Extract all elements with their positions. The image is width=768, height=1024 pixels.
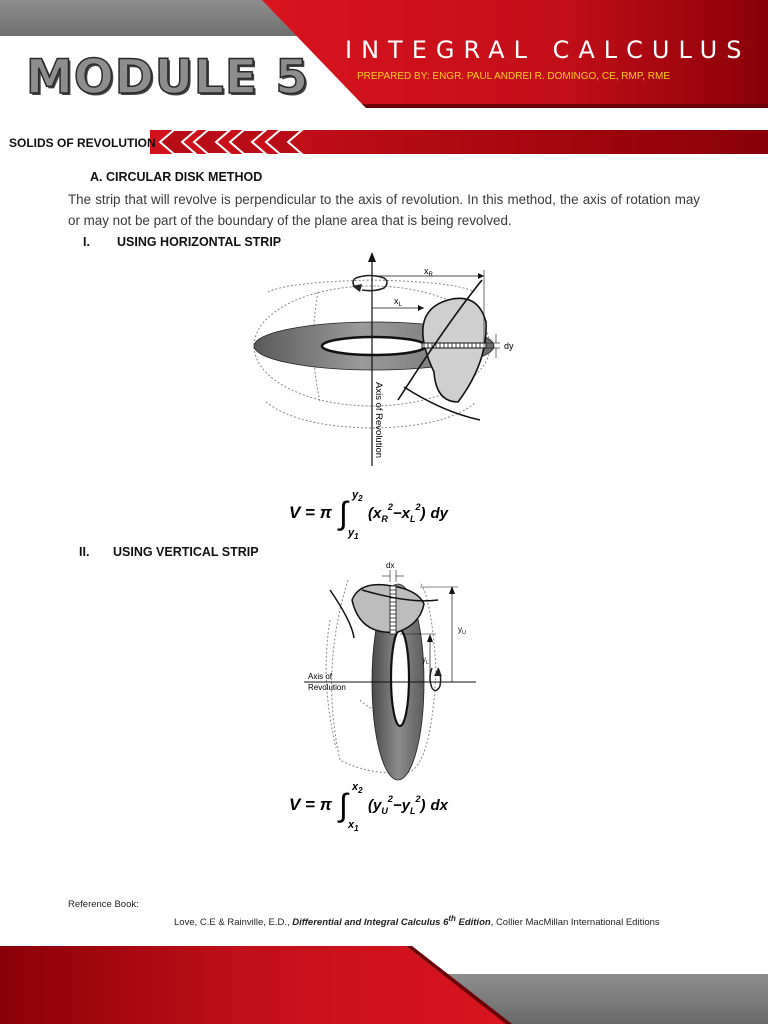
reference-book-title: Differential and Integral Calculus 6 [292, 917, 449, 929]
subheading-number: II. [79, 545, 90, 559]
module-title: MODULE 5 [26, 50, 310, 105]
label-axis-line1: Axis of [308, 672, 333, 681]
formula-lhs: V = π [289, 503, 332, 522]
integral-sign: ∫ [339, 787, 348, 823]
integral-sign: ∫ [339, 495, 348, 531]
subheading-label: USING VERTICAL STRIP [113, 545, 259, 559]
figure-horizontal-strip [248, 252, 528, 470]
figure-vertical-strip [300, 560, 480, 780]
reference-citation [174, 914, 660, 928]
upper-limit: $y_2$ [352, 489, 363, 503]
method-description: The strip that will revolve is perpendicular to the axis of revolution. In this method, the axis of rotation may or may not be part of the boundary of the plane area that is being revolved. [68, 192, 700, 228]
subheading-horizontal [83, 235, 281, 249]
label-axis-line2: Revolution [308, 683, 346, 692]
formula-vertical-strip [284, 776, 494, 834]
footer-banner [0, 946, 768, 1024]
subheading-label: USING HORIZONTAL STRIP [117, 235, 282, 249]
lower-limit: $x_1$ [348, 819, 359, 833]
label-yl: $y_L$ [422, 655, 430, 666]
reference-edition-word: Edition [455, 917, 491, 929]
reference-authors: Love, C.E & Rainville, E.D., [174, 917, 293, 929]
integrand: $(y_U^2-y_L^2)$ dx [368, 794, 448, 816]
formula-horizontal-strip [284, 484, 494, 542]
formula-lhs: V = π [289, 795, 332, 814]
label-yu: $y_U$ [458, 625, 466, 636]
reference-publisher: , Collier MacMillan International Editions [490, 917, 660, 929]
label-axis-of-revolution: Axis of Revolution [373, 382, 384, 459]
label-xr: $x_R$ [424, 266, 433, 278]
course-title: INTEGRAL CALCULUS [345, 36, 751, 64]
subheading-number: I. [83, 235, 90, 249]
label-xl: $x_L$ [394, 296, 402, 308]
upper-limit: $x_2$ [352, 781, 363, 795]
reference-label: Reference Book: [68, 899, 139, 910]
integrand: $(x_R^2-x_L^2)$ dy [368, 502, 448, 524]
label-dy: dy [504, 341, 514, 351]
reference-edition-sup: th [448, 914, 456, 923]
subheading-vertical [79, 545, 259, 559]
label-dx: dx [386, 561, 395, 570]
heading-disk-method: A. CIRCULAR DISK METHOD [90, 170, 263, 184]
prepared-by: PREPARED BY: ENGR. PAUL ANDREI R. DOMINGO, CE, RMP, RME [357, 71, 671, 82]
section-title: SOLIDS OF REVOLUTION [9, 136, 156, 150]
lower-limit: $y_1$ [348, 527, 359, 541]
